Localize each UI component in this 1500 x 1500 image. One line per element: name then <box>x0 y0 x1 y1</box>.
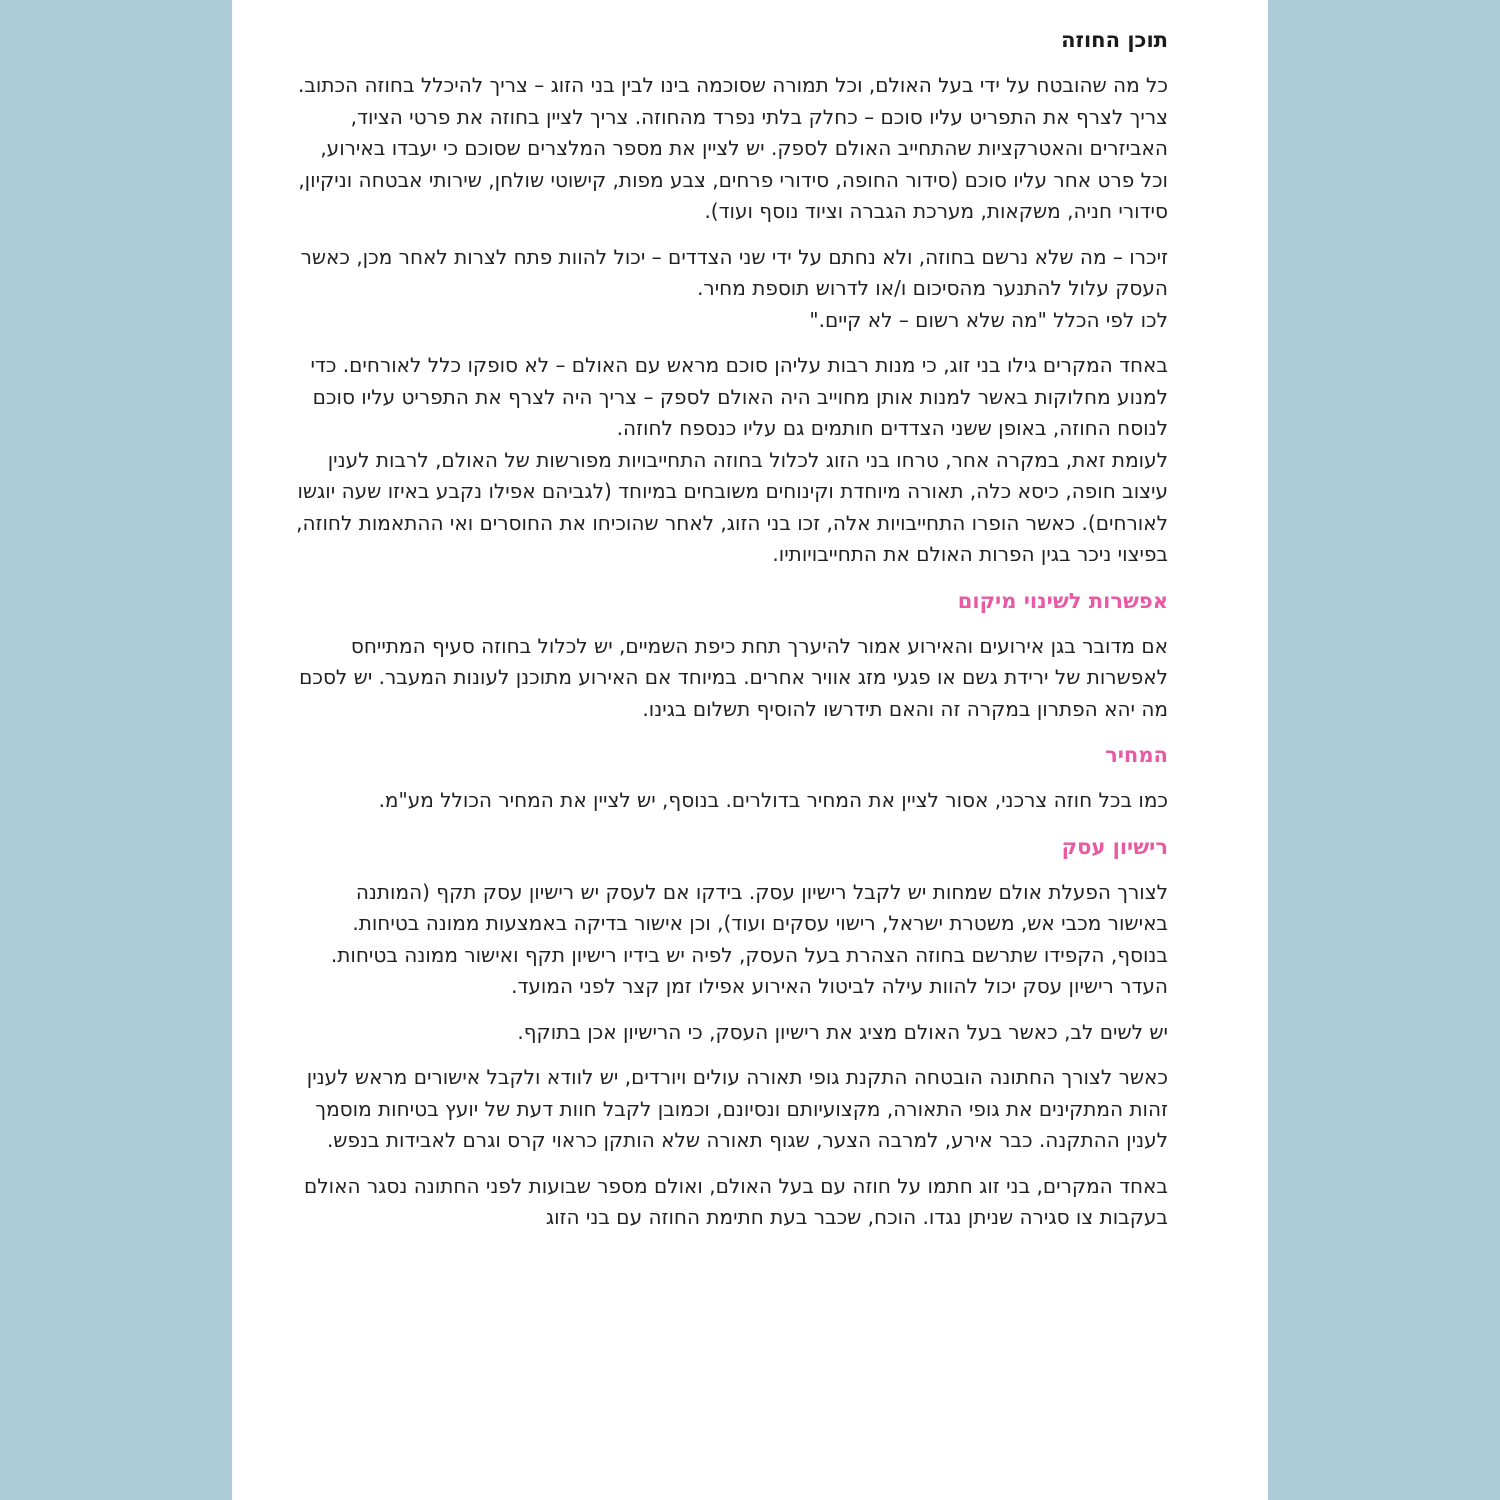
paragraph: כמו בכל חוזה צרכני, אסור לציין את המחיר בדולרים. בנוסף, יש לציין את המחיר הכולל מע"מ. <box>378 788 1168 812</box>
paragraph: לצורך הפעלת אולם שמחות יש לקבל רישיון עסק. בידקו אם לעסק יש רישיון עסק תקף (המותנה באישור מכבי אש, משטרת ישראל, רישוי עסקים ועוד), וכן אישור בדיקה באמצעות ממונה בטיחות. בנוסף, הקפידו שתרשם בחוזה הצהרת בעל העסק, לפיה יש בידיו רישיון תקף ואישור ממונה בטיחות. <box>330 879 1168 967</box>
paragraph: העדר רישיון עסק יכול להוות עילה לביטול האירוע אפילו זמן קצר לפני המועד. <box>511 974 1168 998</box>
paragraph: לכו לפי הכלל "מה שלא רשום – לא קיים." <box>809 307 1168 332</box>
section-title-business-license: רישיון עסק <box>1061 834 1168 859</box>
paragraph: אם מדובר בגן אירועים והאירוע אמור להיערך תחת כיפת השמיים, יש לכלול בחוזה סעיף המתייחס לאפשרות של ירידת גשם או פגעי מזג אוויר אחרים. במיוחד אם האירוע מתוכנן לעונות המעבר. יש לסכם מה יהא הפתרון במקרה זה והאם תידרשו להוסיף תשלום בגינו. <box>299 633 1168 721</box>
document-page <box>232 0 1268 1500</box>
paragraph: יש לשים לב, כאשר בעל האולם מציג את רישיון העסק, כי הרישיון אכן בתוקף. <box>517 1019 1168 1044</box>
paragraph: כל מה שהובטח על ידי בעל האולם, וכל תמורה שסוכמה בינו לבין בני הזוג – צריך להיכלל בחוזה הכתוב. צריך לצרף את התפריט עליו סוכם – כחלק בלתי נפרד מהחוזה. צריך לציין בחוזה את פרטי הציוד, האביזרים והאטרקציות שהתחייב האולם לספק. יש לציין את מספר המלצרים שסוכם כי יעבדו באירוע, וכל פרט אחר עליו סוכם (סידור החופה, סידורי פרחים, צבע מפות, קישוטי שולחן, שירותי אבטחה וניקיון, סידורי חניה, משקאות, מערכת הגברה וציוד נוסף ועוד). <box>297 73 1168 223</box>
paragraph: זיכרו – מה שלא נרשם בחוזה, ולא נחתם על ידי שני הצדדים – יכול להוות פתח לצרות לאחר מכן, כאשר העסק עלול להתנער מהסיכום ו/או לדרוש תוספת מחיר. <box>300 244 1168 300</box>
paragraph: לעומת זאת, במקרה אחר, טרחו בני הזוג לכלול בחוזה התחייבויות מפורשות של האולם, לרבות לענין עיצוב חופה, כיסא כלה, תאורה מיוחדת וקינוחים משובחים במיוחד (לגביהם אפילו נקבע באיזו שעה יוגשו לאורחים). כאשר הופרו התחייבויות אלה, זכו בני הזוג, לאחר שהוכיחו את החוסרים ואי ההתאמות לחוזה, בפיצוי ניכר בגין הפרות האולם את התחייבויותיו. <box>296 447 1168 566</box>
paragraph: כאשר לצורך החתונה הובטחה התקנת גופי תאורה עולים ויורדים, יש לוודא ולקבל אישורים מראש לענין זהות המתקינים את גופי התאורה, מקצועיותם ונסיונם, וכמובן לקבל חוות דעת של יועץ בטיחות מוסמך לענין ההתקנה. כבר אירע, למרבה הצער, שגוף תאורה שלא הותקן כראוי קרס וגרם לאבידות בנפש. <box>306 1065 1168 1152</box>
paragraph: באחד המקרים, בני זוג חתמו על חוזה עם בעל האולם, ואולם מספר שבועות לפני החתונה נסגר האולם בעקבות צו סגירה שניתן נגדו. הוכח, שכבר בעת חתימת החוזה עם בני הזוג <box>303 1173 1168 1229</box>
section-title-contract-content: תוכן החוזה <box>1061 28 1168 52</box>
section-title-location-change: אפשרות לשינוי מיקום <box>957 588 1168 613</box>
paragraph: באחד המקרים גילו בני זוג, כי מנות רבות עליהן סוכם מראש עם האולם – לא סופקו כלל לאורחים. כדי למנוע מחלוקות באשר למנות אותן מחוייב היה האולם לספק – צריך היה לצרף את התפריט עליו סוכם לנוסח החוזה, באופן ששני הצדדים חותמים גם עליו כנספח לחוזה. <box>310 353 1168 440</box>
section-title-price: המחיר <box>1105 743 1168 767</box>
